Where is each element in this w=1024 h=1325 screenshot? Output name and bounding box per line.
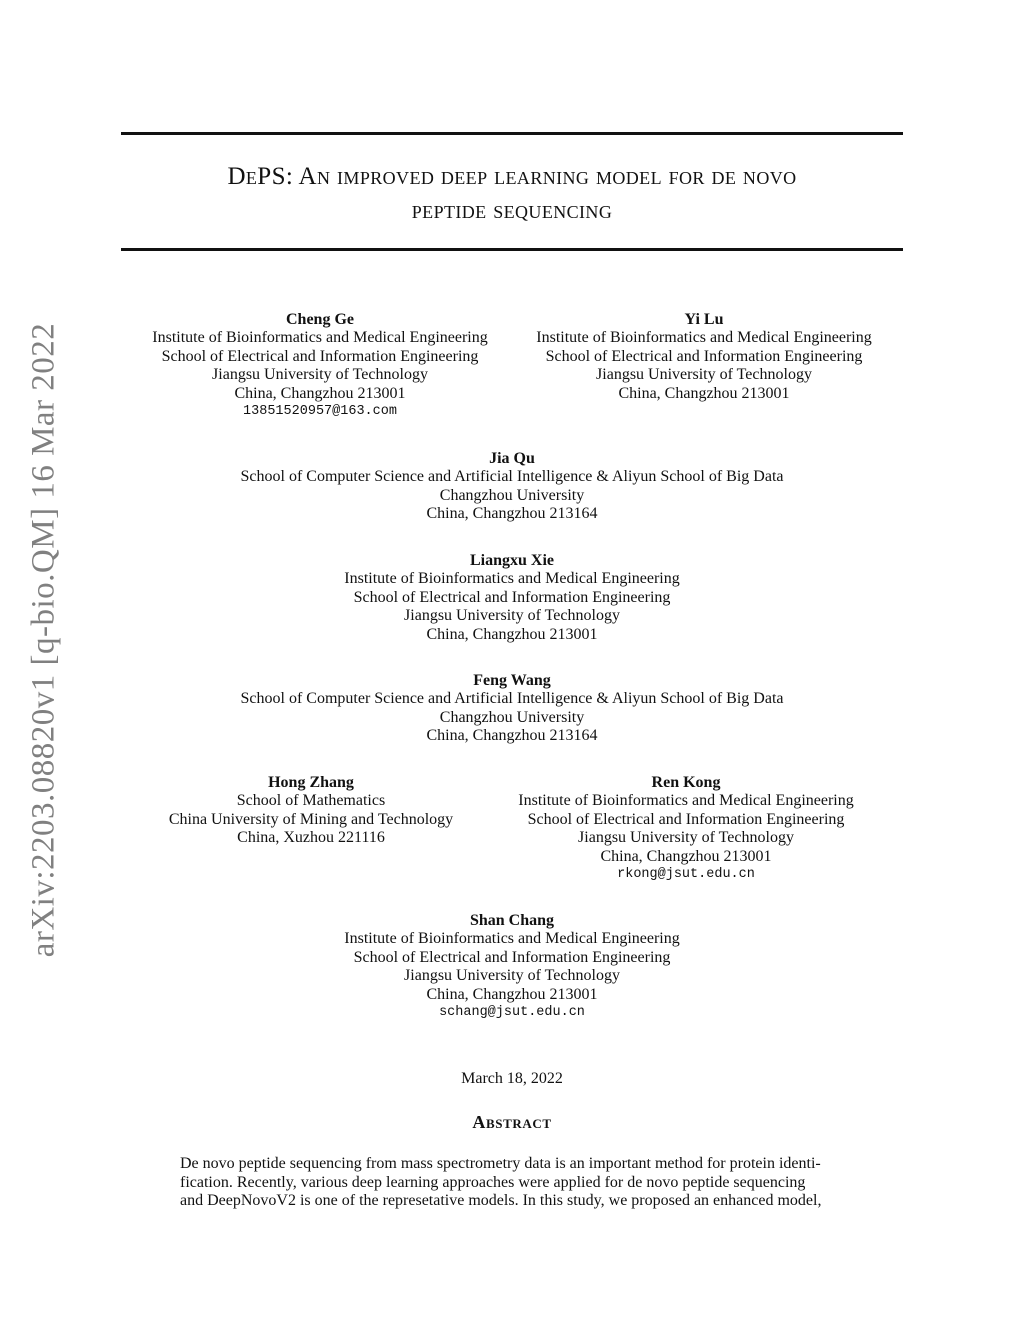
author-name: Hong Zhang <box>268 774 354 791</box>
title-bottom-rule <box>121 248 903 251</box>
author-block <box>486 774 886 884</box>
author-block <box>112 552 912 644</box>
author-block <box>504 311 904 403</box>
author-affiliation-line: School of Electrical and Information Engineering <box>353 588 671 606</box>
author-affiliation-line: China, Changzhou 213001 <box>600 847 772 865</box>
author-block <box>120 311 520 421</box>
author-name: Ren Kong <box>651 774 721 791</box>
author-affiliation-line: China, Changzhou 213164 <box>426 727 598 745</box>
abstract-line: fication. Recently, various deep learning approaches were applied for de novo peptide sequencing <box>180 1173 806 1191</box>
author-affiliation-line: Institute of Bioinformatics and Medical Engineering <box>344 570 680 588</box>
arxiv-identifier-stamp: arXiv:2203.08820v1 [q-bio.QM] 16 Mar 2022 <box>25 322 62 958</box>
author-affiliation-line: School of Electrical and Information Engineering <box>545 347 863 365</box>
author-affiliation-line: School of Computer Science and Artificial Intelligence & Aliyun School of Big Data <box>240 468 784 486</box>
author-affiliation-line: China, Changzhou 213001 <box>618 384 790 402</box>
abstract-line: and DeepNovoV2 is one of the represetative models. In this study, we proposed an enhanced model, <box>180 1192 822 1209</box>
author-affiliation-line: Changzhou University <box>439 486 585 504</box>
author-affiliation-line: China, Changzhou 213001 <box>234 384 406 402</box>
author-affiliation-line: School of Computer Science and Artificial Intelligence & Aliyun School of Big Data <box>240 690 784 708</box>
author-affiliation-line: Institute of Bioinformatics and Medical Engineering <box>518 792 854 810</box>
author-affiliation-line: China, Changzhou 213001 <box>426 625 598 643</box>
author-email: 13851520957@163.com <box>243 404 397 420</box>
author-affiliation-line: Jiangsu University of Technology <box>212 366 428 384</box>
abstract-line: De novo peptide sequencing from mass spectrometry data is an important method for protein identi- <box>180 1155 821 1172</box>
paper-title-line-1: DePS: An improved deep learning model for de novo <box>227 163 797 190</box>
author-affiliation-line: China, Changzhou 213164 <box>426 505 598 523</box>
author-block <box>112 912 912 1022</box>
author-name: Feng Wang <box>473 672 551 689</box>
author-affiliation-line: School of Electrical and Information Engineering <box>161 347 479 365</box>
paper-title-line-2: peptide sequencing <box>411 197 613 224</box>
author-name: Liangxu Xie <box>469 552 554 569</box>
abstract-heading: Abstract <box>472 1112 552 1132</box>
author-name: Cheng Ge <box>286 311 354 328</box>
author-name: Shan Chang <box>469 912 555 929</box>
author-block <box>111 774 511 848</box>
author-affiliation-line: China, Xuzhou 221116 <box>237 829 385 847</box>
author-affiliation-line: School of Electrical and Information Engineering <box>353 948 671 966</box>
author-name: Yi Lu <box>684 311 724 328</box>
author-block <box>112 672 912 746</box>
title-top-rule <box>121 132 903 135</box>
author-email: rkong@jsut.edu.cn <box>617 867 755 883</box>
author-affiliation-line: Changzhou University <box>439 708 585 726</box>
author-affiliation-line: Institute of Bioinformatics and Medical Engineering <box>536 329 872 347</box>
author-affiliation-line: China University of Mining and Technology <box>168 810 454 828</box>
author-affiliation-line: Institute of Bioinformatics and Medical Engineering <box>152 329 488 347</box>
paper-date: March 18, 2022 <box>461 1070 563 1087</box>
author-affiliation-line: Institute of Bioinformatics and Medical Engineering <box>344 930 680 948</box>
author-affiliation-line: Jiangsu University of Technology <box>578 829 794 847</box>
author-affiliation-line: China, Changzhou 213001 <box>426 985 598 1003</box>
abstract-body <box>180 1155 845 1211</box>
author-affiliation-line: Jiangsu University of Technology <box>404 967 620 985</box>
author-affiliation-line: Jiangsu University of Technology <box>404 607 620 625</box>
author-block <box>112 450 912 524</box>
author-affiliation-line: Jiangsu University of Technology <box>596 366 812 384</box>
author-email: schang@jsut.edu.cn <box>439 1005 585 1021</box>
author-name: Jia Qu <box>489 450 535 467</box>
author-affiliation-line: School of Mathematics <box>236 792 386 810</box>
author-affiliation-line: School of Electrical and Information Engineering <box>527 810 845 828</box>
